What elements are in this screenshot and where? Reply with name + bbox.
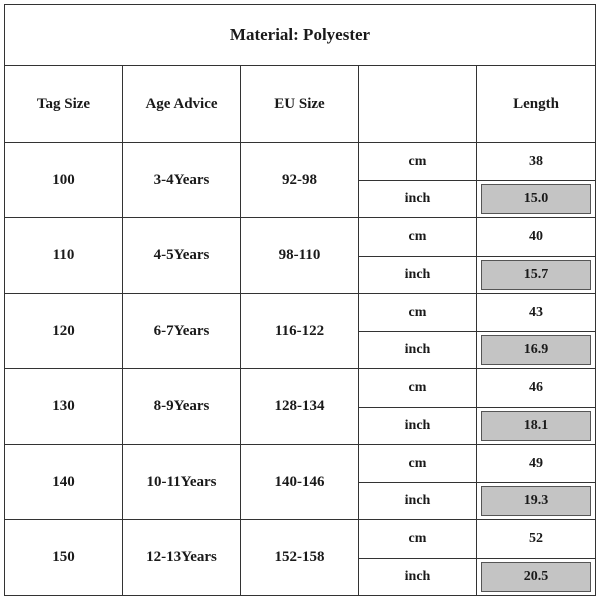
length-inch-cell (477, 407, 596, 444)
eu-size-cell: 152-158 (241, 520, 359, 596)
header-row (5, 66, 596, 143)
length-cm-value: 40 (477, 218, 596, 256)
tag-size-cell: 110 (5, 218, 123, 294)
length-inch-cell (477, 181, 596, 218)
table-row (5, 369, 596, 407)
length-inch-cell (477, 483, 596, 520)
length-cm-value: 49 (477, 444, 596, 482)
tag-size-cell: 120 (5, 293, 123, 369)
title-row (5, 5, 596, 66)
length-cm-value: 46 (477, 369, 596, 407)
length-cm-value: 38 (477, 142, 596, 180)
unit-inch-label: inch (359, 558, 477, 595)
length-inch-cell (477, 256, 596, 293)
unit-inch-label: inch (359, 332, 477, 369)
age-advice-cell: 12-13Years (123, 520, 241, 596)
length-inch-value: 15.0 (481, 184, 591, 214)
unit-cm-label: cm (359, 142, 477, 180)
unit-cm-label: cm (359, 293, 477, 331)
eu-size-cell: 92-98 (241, 142, 359, 218)
unit-cm-label: cm (359, 520, 477, 558)
table-title: Material: Polyester (5, 5, 596, 66)
length-inch-cell (477, 332, 596, 369)
table-row (5, 444, 596, 482)
tag-size-cell: 150 (5, 520, 123, 596)
header-eu-size: EU Size (241, 66, 359, 143)
length-inch-value: 15.7 (481, 260, 591, 290)
tag-size-cell: 100 (5, 142, 123, 218)
eu-size-cell: 140-146 (241, 444, 359, 520)
header-unit (359, 66, 477, 143)
age-advice-cell: 4-5Years (123, 218, 241, 294)
unit-cm-label: cm (359, 444, 477, 482)
length-inch-value: 18.1 (481, 411, 591, 441)
length-cm-value: 52 (477, 520, 596, 558)
length-inch-value: 16.9 (481, 335, 591, 365)
size-chart-body (5, 5, 596, 596)
unit-inch-label: inch (359, 407, 477, 444)
unit-cm-label: cm (359, 218, 477, 256)
tag-size-cell: 140 (5, 444, 123, 520)
table-row (5, 218, 596, 256)
age-advice-cell: 6-7Years (123, 293, 241, 369)
unit-inch-label: inch (359, 256, 477, 293)
length-cm-value: 43 (477, 293, 596, 331)
table-row (5, 520, 596, 558)
age-advice-cell: 3-4Years (123, 142, 241, 218)
header-tag-size: Tag Size (5, 66, 123, 143)
eu-size-cell: 98-110 (241, 218, 359, 294)
table-row (5, 142, 596, 180)
unit-inch-label: inch (359, 483, 477, 520)
size-chart-table (4, 4, 596, 596)
header-length: Length (477, 66, 596, 143)
length-inch-cell (477, 558, 596, 595)
age-advice-cell: 10-11Years (123, 444, 241, 520)
header-age-advice: Age Advice (123, 66, 241, 143)
eu-size-cell: 128-134 (241, 369, 359, 445)
unit-cm-label: cm (359, 369, 477, 407)
table-row (5, 293, 596, 331)
unit-inch-label: inch (359, 181, 477, 218)
length-inch-value: 20.5 (481, 562, 591, 592)
eu-size-cell: 116-122 (241, 293, 359, 369)
length-inch-value: 19.3 (481, 486, 591, 516)
age-advice-cell: 8-9Years (123, 369, 241, 445)
tag-size-cell: 130 (5, 369, 123, 445)
